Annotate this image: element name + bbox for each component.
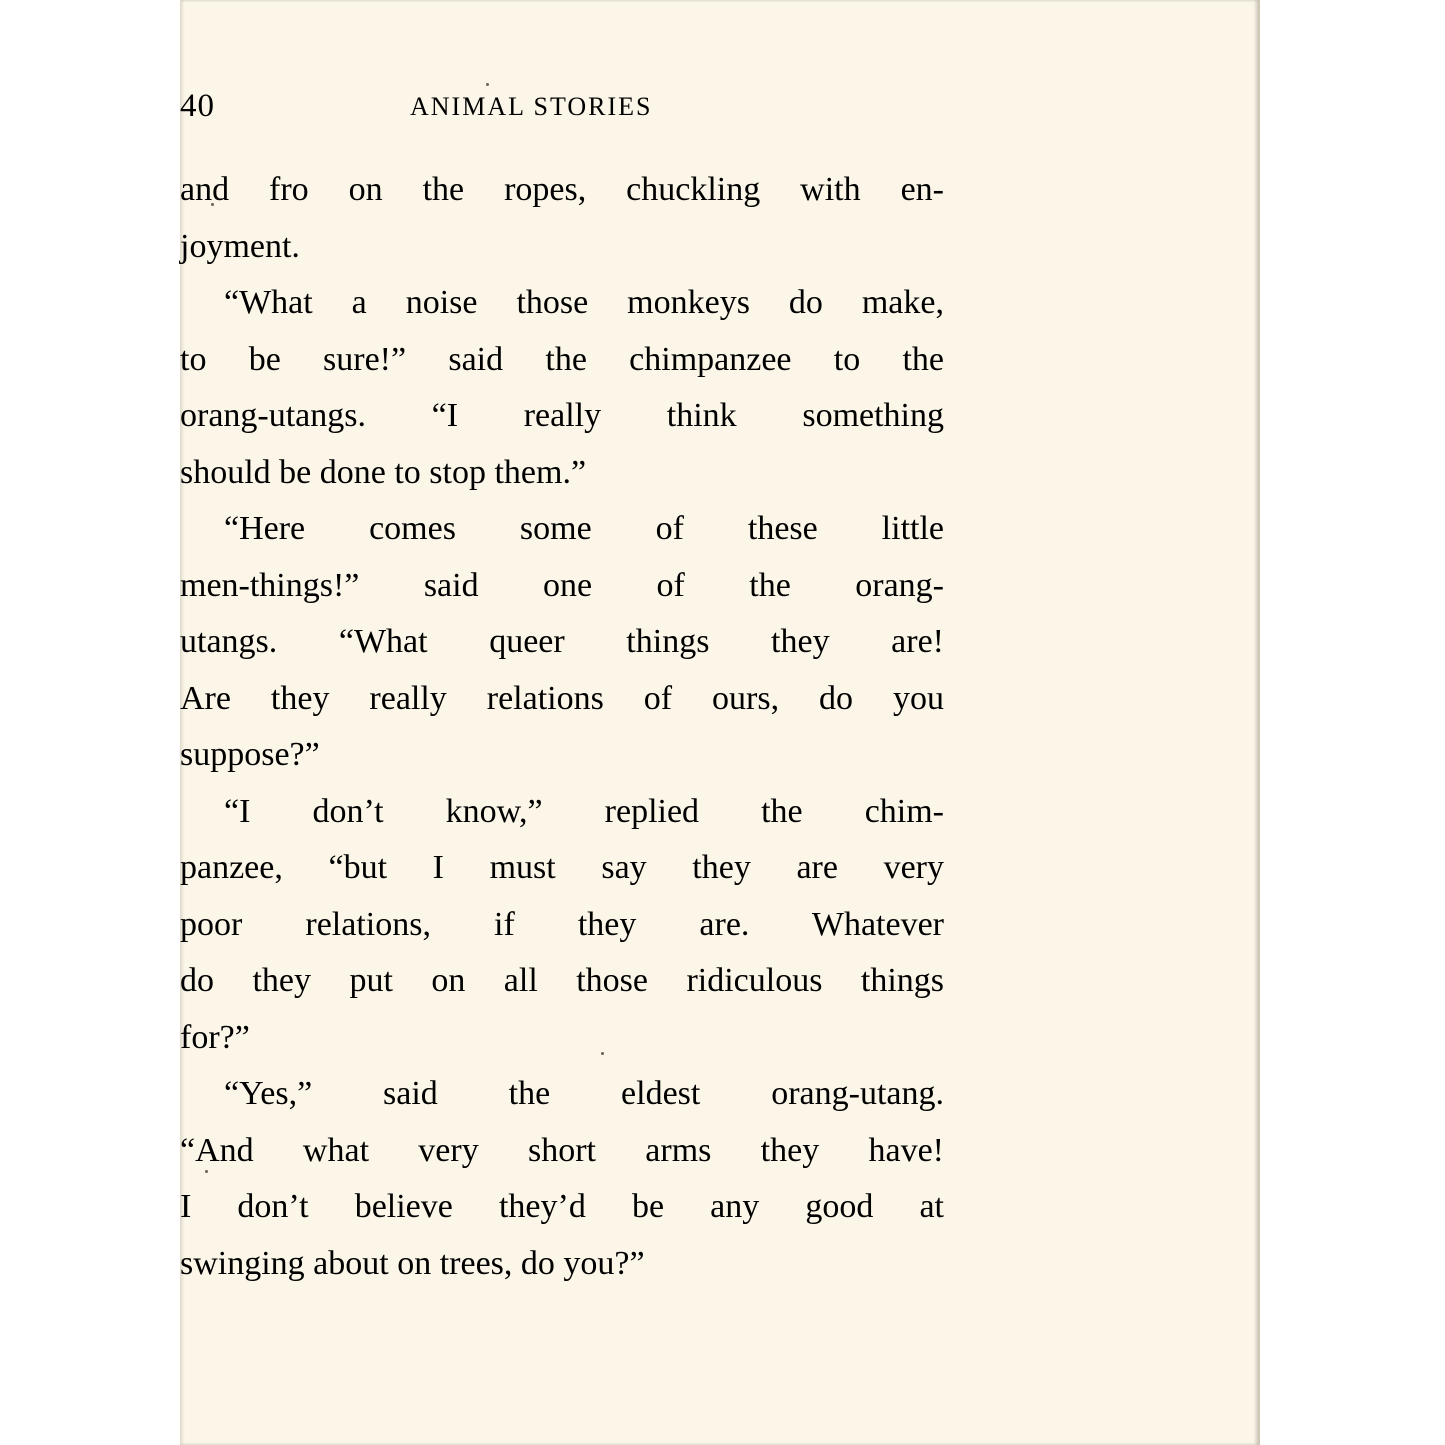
text-line: swinging about on trees, do you?”: [180, 1244, 645, 1282]
text-line: utangs. “What queer things they are!: [180, 623, 944, 660]
page-header: [180, 84, 944, 128]
text-line: “I don’t know,” replied the chim-: [224, 792, 944, 830]
running-title: ANIMAL STORIES: [410, 92, 653, 121]
text-line: “And what very short arms they have!: [180, 1131, 944, 1169]
text-line: Are they really relations of ours, do you: [180, 679, 944, 717]
text-line: “What a noise those monkeys do make,: [224, 284, 944, 321]
text-line: poor relations, if they are. Whatever: [180, 905, 944, 943]
text-line: for?”: [180, 1018, 250, 1056]
text-line: do they put on all those ridiculous things: [180, 962, 944, 999]
page-number: 40: [180, 88, 215, 124]
text-line: and fro on the ropes, chuckling with en-: [180, 171, 944, 208]
text-line: to be sure!” said the chimpanzee to the: [180, 340, 944, 378]
text-line: men-things!” said one of the orang-: [180, 566, 944, 604]
text-line: panzee, “but I must say they are very: [180, 849, 944, 886]
text-line: joyment.: [180, 227, 300, 265]
text-line: should be done to stop them.”: [180, 453, 587, 491]
text-line: “Yes,” said the eldest orang-utang.: [224, 1075, 944, 1112]
text-line: orang-utangs. “I really think something: [180, 397, 944, 434]
text-line: suppose?”: [180, 736, 320, 773]
body-text: [180, 162, 944, 1292]
text-line: I don’t believe they’d be any good at: [180, 1188, 944, 1225]
text-line: “Here comes some of these little: [224, 510, 944, 547]
